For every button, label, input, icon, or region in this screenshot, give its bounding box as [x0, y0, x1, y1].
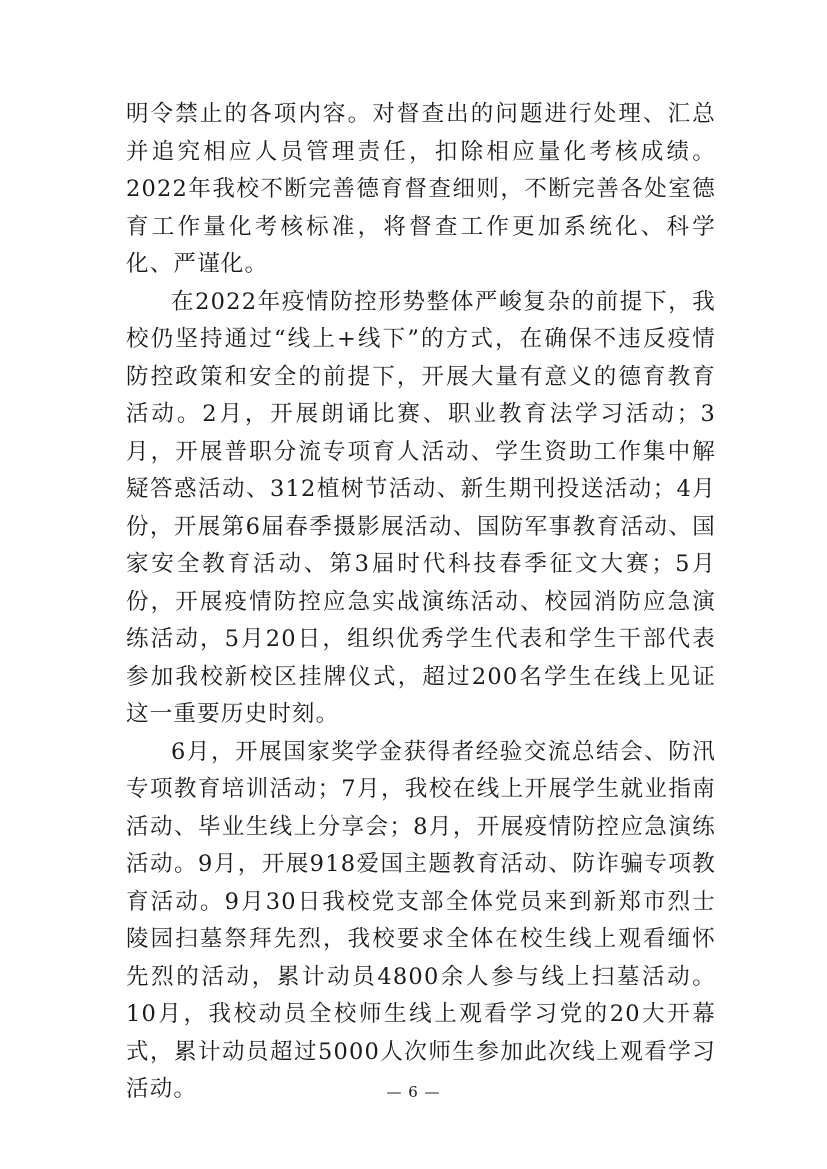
document-body	[126, 96, 716, 1109]
page-number: — 6 —	[386, 1083, 441, 1101]
paragraph-2: 在2022年疫情防控形势整体严峻复杂的前提下，我校仍坚持通过“线上+线下”的方式，在确保不违反疫情防控政策和安全的前提下，开展大量有意义的德育教育活动。2月，开展朗诵比赛、职业教育法学习活动；3月，开展普职分流专项育人活动、学生资助工作集中解疑答惑活动、312植树节活动、新生期刊投送活动；4月份，开展第6届春季摄影展活动、国防军事教育活动、国家安全教育活动、第3届时代科技春季征文大赛；5月份，开展疫情防控应急实战演练活动、校园消防应急演练活动，5月20日，组织优秀学生代表和学生干部代表参加我校新校区挂牌仪式，超过200名学生在线上见证这一重要历史时刻。	[126, 288, 716, 727]
paragraph-3: 6月，开展国家奖学金获得者经验交流总结会、防汛专项教育培训活动；7月，我校在线上开展学生就业指南活动、毕业生线上分享会；8月，开展疫情防控应急演练活动。9月，开展918爱国主题教育活动、防诈骗专项教育活动。9月30日我校党支部全体党员来到新郑市烈士陵园扫墓祭拜先烈，我校要求全体在校生线上观看缅怀先烈的活动，累计动员4800余人参与线上扫墓活动。10月，我校动员全校师生线上观看学习党的20大开幕式，累计动员超过5000人次师生参加此次线上观看学习活动。	[126, 738, 716, 1102]
paragraph-1: 明令禁止的各项内容。对督查出的问题进行处理、汇总并追究相应人员管理责任，扣除相应量化考核成绩。2022年我校不断完善德育督查细则，不断完善各处室德育工作量化考核标准，将督查工作更加系统化、科学化、严谨化。	[126, 101, 716, 277]
